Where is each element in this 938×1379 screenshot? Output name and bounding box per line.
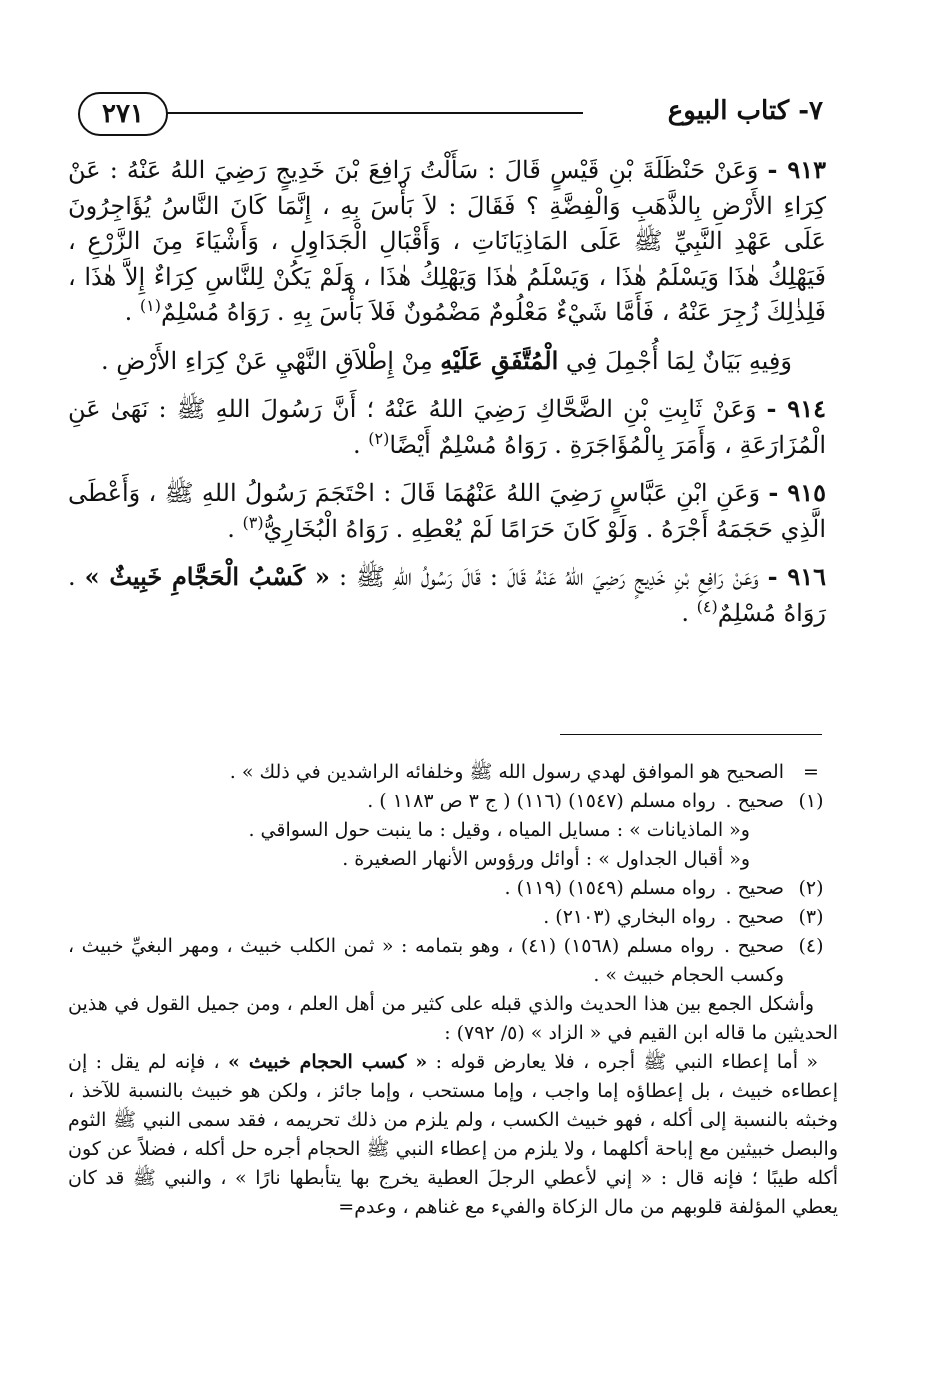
footnote-mark: (١) — [798, 790, 824, 812]
footnote-4 — [68, 932, 838, 990]
hadith-end: . — [227, 514, 243, 543]
footnote-text: رواه البخاري (٢١٠٣) . — [543, 906, 716, 928]
note-text: وَفِيهِ بَيَانٌ لِمَا أُجْمِلَ فِي — [558, 346, 792, 375]
footnote-1-def-1: و« الماذيانات » : مسايل المياه ، وقيل : ما ينبت حول السواقي . — [248, 819, 750, 841]
hadith-914 — [68, 391, 826, 463]
chapter-title: ٧- كتاب البيوع — [667, 96, 823, 126]
hadith-end: . — [681, 598, 697, 627]
footnote-mark: (٢) — [798, 877, 824, 899]
footnote-ref: (٤) — [696, 596, 718, 616]
footnote-text: الصحيح هو الموافق لهدي رسول الله ﷺ وخلفائه الراشدين في ذلك » . — [229, 761, 784, 783]
footnote-text: رواه مسلم (١٥٤٩) (١١٩) . — [504, 877, 716, 899]
quote-text: « أما إعطاء النبي ﷺ أجره ، فلا يعارض قوله : — [427, 1051, 818, 1073]
footnote-grade: صحيح . — [725, 877, 784, 899]
page-header — [78, 92, 823, 136]
page-number: ٢٧١ — [78, 92, 168, 136]
main-text — [68, 152, 826, 643]
hadith-913 — [68, 152, 826, 331]
footnote-mark: (٤) — [798, 935, 824, 957]
header-rule — [166, 112, 583, 114]
footnote-1 — [68, 787, 838, 816]
footnote-3 — [68, 903, 838, 932]
footnote-grade: صحيح . — [724, 935, 784, 957]
hadith-number: ٩١٦ - — [767, 562, 826, 591]
ibn-qayyim-quote — [68, 1048, 838, 1222]
hadith-tail: . رَوَاهُ مُسْلِمٌ — [68, 563, 826, 627]
footnote-grade: صحيح . — [725, 906, 784, 928]
footnote-mark: = — [803, 761, 819, 783]
footnote-ref: (٢) — [368, 428, 390, 448]
footnote-1-def-2: و« أقبال الجداول » : أوائل ورؤوس الأنهار الصغيرة . — [342, 848, 750, 870]
footnote-text: رواه مسلم (١٥٤٧) (١١٦) ( ج ٣ ص ١١٨٣ ) . — [367, 790, 716, 812]
hadith-quote: « كَسْبُ الْحَجَّامِ خَبِيثٌ » — [84, 562, 330, 591]
footnote-continuation — [68, 758, 838, 787]
hadith-number: ٩١٥ - — [768, 478, 826, 507]
footnote-commentary: وأشكل الجمع بين هذا الحديث والذي قبله على كثير من أهل العلم ، ومن جميل القول في هذين الحديثين ما قاله ابن القيم في « الزاد » (٥/ ٧٩٢) : — [68, 993, 838, 1044]
hadith-end: . — [124, 298, 140, 326]
hadith-913-note — [68, 343, 826, 380]
footnote-mark: (٣) — [798, 906, 824, 928]
footnote-separator — [560, 734, 822, 735]
footnotes — [68, 758, 838, 1222]
hadith-916 — [68, 559, 826, 631]
hadith-end: . — [352, 430, 369, 459]
quote-text: ، فإنه لم يقل : إن إعطاءه خبيث ، بل إعطاؤه إما واجب ، وإما مستحب ، وإما جائز ، ولكن هو خبيث بالنسبة للآخذ ، وخبثه بالنسبة إلى أكله ، فهو خبيث الكسب ، ولم يلزم من ذلك تحريمه ، فقد سمى النبي ﷺ الثوم والبصل خبيثين مع إباحة أكلهما ، ولا يلزم من إعطاء النبي ﷺ الحجام أجره حل أكله ، فضلاً عن كون أكله طيبًا ؛ فإنه قال : « إني لأعطي الرجلَ العطية يخرج بها يتأبطها نارًا » ، والنبي ﷺ قد كان يعطي المؤلفة قلوبهم من مال الزكاة والفيء مع غناهم ، وعدم= — [68, 1051, 838, 1218]
hadith-number: ٩١٤ - — [766, 394, 826, 423]
footnote-ref: (٣) — [242, 512, 264, 532]
hadith-text: وَعَنِ ابْنِ عَبَّاسٍ رَضِيَ اللهُ عَنْهُمَا قَالَ : احْتَجَمَ رَسُولُ اللهِ ﷺ ، وَأَعْطَى الَّذِي حَجَمَهُ أَجْرَهُ . وَلَوْ كَانَ حَرَامًا لَمْ يُعْطِهِ . رَوَاهُ الْبُخَارِيُّ — [68, 479, 826, 543]
note-text: مِنْ إِطْلاَقِ النَّهْيِ عَنْ كِرَاءِ الأَرْضِ . — [100, 346, 441, 375]
footnote-text: رواه مسلم (١٥٦٨) (٤١) ، وهو بتمامه : « ثمن الكلب خبيث ، ومهر البغيِّ خبيث ، وكسب الحجام خبيث » . — [68, 935, 784, 986]
footnote-ref: (١) — [139, 296, 161, 315]
hadith-number: ٩١٣ - — [767, 155, 826, 184]
hadith-text: وَعَنْ حَنْظَلَةَ بْنِ قَيْسٍ قَالَ : سَأَلْتُ رَافِعَ بْنَ خَدِيجٍ رَضِيَ اللهُ عَنْهُ : عَنْ كِرَاءِ الأَرْضِ بِالذَّهَبِ وَالْفِضَّةِ ؟ فَقَالَ : لاَ بَأْسَ بِهِ ، إِنَّمَا كَانَ النَّاسُ يُؤَاجِرُونَ عَلَى عَهْدِ النَّبِيِّ ﷺ عَلَى المَاذِيَانَاتِ ، وَأَقْبَالِ الْجَدَاوِلِ ، وَأَشْيَاءَ مِنَ الزَّرْعِ ، فَيَهْلِكُ هٰذَا وَيَسْلَمُ هٰذَا ، وَيَسْلَمُ هٰذَا وَيَهْلِكُ هٰذَا ، وَلَمْ يَكُنْ لِلنَّاسِ كِرَاءٌ إِلاَّ هٰذَا ، فَلِذٰلِكَ زُجِرَ عَنْهُ ، فَأَمَّا شَيْءٌ مَعْلُومٌ مَضْمُونٌ فَلاَ بَأْسَ بِهِ . رَوَاهُ مُسْلِمٌ — [68, 156, 826, 326]
hadith-915 — [68, 475, 826, 547]
hadith-text: وَعَنْ ثَابِتِ بْنِ الضَّحَّاكِ رَضِيَ اللهُ عَنْهُ ؛ أَنَّ رَسُولَ اللهِ ﷺ : نَهَىٰ عَنِ الْمُزَارَعَةِ ، وَأَمَرَ بِالْمُؤَاجَرَةِ . رَوَاهُ مُسْلِمٌ أَيْضًا — [68, 395, 826, 459]
note-bold: الْمُتَّفَقِ عَلَيْهِ — [440, 345, 559, 375]
quote-bold: « كسب الحجام خبيث » — [228, 1051, 428, 1073]
footnote-grade: صحيح . — [725, 790, 784, 812]
footnote-2 — [68, 874, 838, 903]
hadith-text: وَعَنْ رَافِعِ بْنِ خَدِيجٍ رَضِيَ اللهُ عَنْهُ قَالَ : قَالَ رَسُولُ اللهِ ﷺ : — [338, 563, 759, 591]
